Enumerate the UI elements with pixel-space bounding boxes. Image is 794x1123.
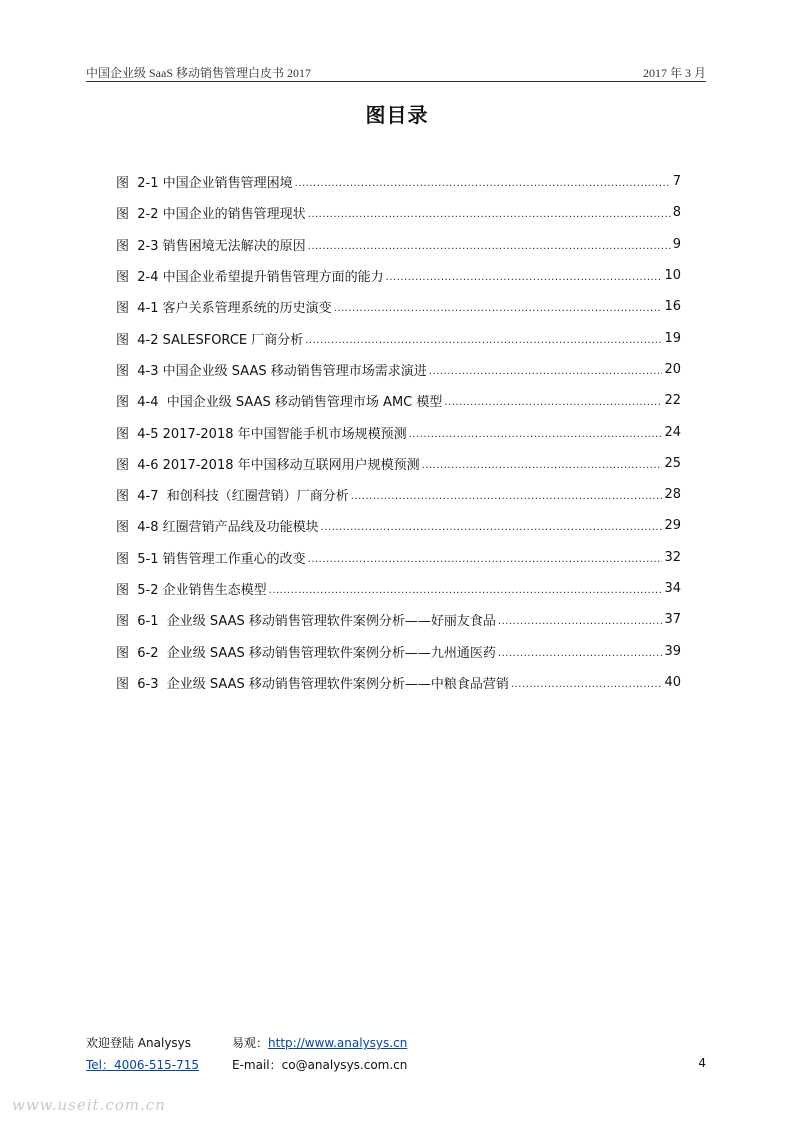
toc-entry[interactable] <box>116 416 681 447</box>
toc-entry-page: 8 <box>672 205 681 221</box>
footer-email[interactable]: E-mail：co@analysys.com.cn <box>232 1058 408 1072</box>
toc-entry-label: 图 4-6 2017-2018 年中国移动互联网用户规模预测 <box>116 457 420 473</box>
toc-entry-page: 24 <box>664 424 681 440</box>
figure-list <box>116 166 681 698</box>
toc-entry-page: 19 <box>664 330 681 346</box>
toc-entry-page: 28 <box>664 487 681 503</box>
toc-entry-label: 图 4-3 中国企业级 SAAS 移动销售管理市场需求演进 <box>116 363 427 379</box>
toc-dot-leader <box>498 648 663 659</box>
toc-entry[interactable] <box>116 448 681 479</box>
page-number: 4 <box>698 1056 706 1070</box>
toc-entry-label: 图 5-1 销售管理工作重心的改变 <box>116 551 306 567</box>
toc-entry[interactable] <box>116 166 681 197</box>
toc-entry-label: 图 5-2 企业销售生态模型 <box>116 583 267 598</box>
footer-site-link[interactable]: http://www.analysys.cn <box>268 1036 408 1050</box>
toc-entry[interactable] <box>116 604 681 635</box>
toc-entry-page: 9 <box>672 236 681 252</box>
footer-tel-link[interactable]: Tel：4006-515-715 <box>86 1058 200 1072</box>
toc-entry[interactable] <box>116 322 681 353</box>
toc-entry-label: 图 2-3 销售困境无法解决的原因 <box>116 238 306 254</box>
page-title: 图目录 <box>365 103 429 127</box>
toc-entry-page: 20 <box>664 361 681 377</box>
toc-entry-page: 7 <box>672 174 681 190</box>
toc-entry-label: 图 6-2 企业级 SAAS 移动销售管理软件案例分析——九州通医药 <box>116 645 496 661</box>
page-header <box>86 64 706 82</box>
toc-dot-leader <box>409 429 663 440</box>
toc-dot-leader <box>308 241 671 252</box>
page-footer <box>86 1034 706 1074</box>
toc-entry[interactable] <box>116 479 681 510</box>
toc-entry-label: 图 6-3 企业级 SAAS 移动销售管理软件案例分析——中粮食品营销 <box>116 676 509 692</box>
toc-entry[interactable] <box>116 573 681 604</box>
toc-entry-label: 图 4-2 SALESFORCE 厂商分析 <box>116 332 304 348</box>
toc-entry[interactable] <box>116 229 681 260</box>
toc-dot-leader <box>295 178 671 189</box>
toc-dot-leader <box>308 554 663 565</box>
toc-entry[interactable] <box>116 667 681 698</box>
toc-dot-leader <box>511 679 663 690</box>
toc-dot-leader <box>269 585 663 596</box>
footer-site-label: 易观： <box>232 1036 269 1050</box>
toc-entry-page: 16 <box>664 299 681 315</box>
toc-dot-leader <box>308 209 671 220</box>
toc-entry-label: 图 4-8 红圈营销产品线及功能模块 <box>116 520 319 536</box>
toc-entry-page: 25 <box>664 455 681 471</box>
toc-dot-leader <box>305 335 662 346</box>
toc-entry[interactable] <box>116 635 681 666</box>
toc-entry-label: 图 4-1 客户关系管理系统的历史演变 <box>116 301 332 317</box>
toc-entry-label: 图 2-4 中国企业希望提升销售管理方面的能力 <box>116 270 384 286</box>
toc-entry-page: 10 <box>664 268 681 284</box>
header-document-title: 中国企业级 SaaS 移动销售管理白皮书 2017 <box>86 66 312 80</box>
toc-dot-leader <box>498 616 663 627</box>
toc-entry-page: 37 <box>664 612 681 628</box>
toc-entry-page: 39 <box>664 643 681 659</box>
toc-entry[interactable] <box>116 542 681 573</box>
toc-dot-leader <box>351 491 663 502</box>
footer-site <box>232 1034 407 1051</box>
toc-entry-label: 图 4-5 2017-2018 年中国智能手机市场规模预测 <box>116 426 407 442</box>
header-date: 2017 年 3 月 <box>642 66 706 80</box>
toc-entry-page: 32 <box>664 549 681 565</box>
toc-entry[interactable] <box>116 291 681 322</box>
toc-dot-leader <box>422 460 663 471</box>
toc-dot-leader <box>334 303 663 314</box>
toc-entry-label: 图 2-2 中国企业的销售管理现状 <box>116 207 306 223</box>
toc-entry-page: 40 <box>664 674 681 690</box>
toc-entry[interactable] <box>116 510 681 541</box>
toc-entry-label: 图 2-1 中国企业销售管理困境 <box>116 176 293 192</box>
toc-dot-leader <box>321 522 663 533</box>
toc-dot-leader <box>444 397 662 408</box>
toc-entry-page: 34 <box>664 581 681 596</box>
toc-entry[interactable] <box>116 260 681 291</box>
toc-entry-page: 29 <box>664 518 681 534</box>
toc-entry[interactable] <box>116 385 681 416</box>
footer-welcome: 欢迎登陆 Analysys <box>86 1036 192 1050</box>
toc-dot-leader <box>429 366 663 377</box>
toc-entry-label: 图 4-7 和创科技（红圈营销）厂商分析 <box>116 489 349 505</box>
toc-dot-leader <box>386 272 663 283</box>
toc-entry[interactable] <box>116 197 681 228</box>
toc-entry-page: 22 <box>664 393 681 409</box>
toc-entry-label: 图 6-1 企业级 SAAS 移动销售管理软件案例分析——好丽友食品 <box>116 614 496 630</box>
toc-entry[interactable] <box>116 354 681 385</box>
toc-entry-label: 图 4-4 中国企业级 SAAS 移动销售管理市场 AMC 模型 <box>116 395 443 411</box>
watermark: www.useit.com.cn <box>12 1096 166 1114</box>
